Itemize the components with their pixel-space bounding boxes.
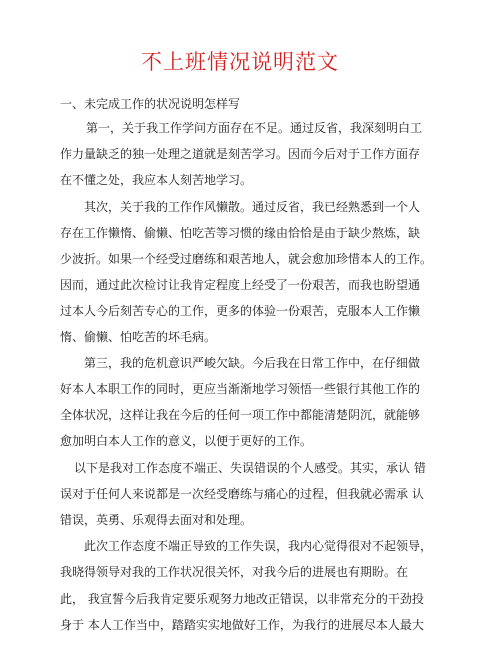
paragraph-line: 此次工作态度不端正导致的工作失误，我内心觉得很对不起领导， (84, 539, 433, 553)
paragraph-line: 全体状况，这样让我在今后的任何一项工作中都能清楚阴沉，就能够 (60, 408, 421, 422)
paragraph-line: 惰、偷懒、怕吃苦的坏毛病。 (60, 330, 217, 344)
document-title: 不上班情况说明范文 (141, 50, 339, 74)
paragraph-line: 愈加明白本人工作的意义，以便于更好的工作。 (60, 434, 313, 448)
paragraph-line: 身于 本人工作当中，踏踏实实地做好工作，为我行的进展尽本人最大 (60, 618, 424, 632)
paragraph-line: 我晓得领导对我的工作状况很关怀，对我今后的进展也有期盼。在 (60, 565, 409, 579)
paragraph-line: 错误，英勇、乐观得去面对和处理。 (60, 513, 253, 527)
paragraph-line: 此， 我宣誓今后我肯定要乐观努力地改正错误，以非常充分的干劲投 (60, 592, 424, 606)
paragraph-line: 误对于任何人来说都是一次经受磨练与痛心的过程，但我就必需承 认 (60, 487, 424, 501)
paragraph-line: 以下是我对工作态度不端正、失误错误的个人感受。其实，承认 错 (74, 461, 426, 475)
paragraph-line: 第三，我的危机意识严峻欠缺。今后我在日常工作中，在仔细做 (84, 356, 421, 370)
paragraph-line: 第一，关于我工作学问方面存在不足。通过反省，我深刻明白工 (86, 121, 423, 135)
paragraph-line: 作力量缺乏的独一处理之道就是刻苦学习。因而今后对于工作方面存 (60, 147, 421, 161)
paragraph-line: 存在工作懒惰、偷懒、怕吃苦等习惯的缘由恰恰是由于缺少熬炼，缺 (60, 226, 421, 240)
paragraph-line: 在不懂之处，我应本人刻苦地学习。 (60, 173, 253, 187)
paragraph-line: 其次，关于我的工作作风懒散。通过反省，我已经熟悉到一个人 (84, 200, 421, 214)
section-heading: 一、未完成工作的状况说明怎样写 (60, 97, 241, 111)
paragraph-line: 过本人今后刻苦专心的工作，更多的体验一份艰苦，克服本人工作懒 (60, 304, 421, 318)
paragraph-line: 好本人本职工作的同时，更应当渐渐地学习领悟一些银行其他工作的 (60, 382, 421, 396)
paragraph-line: 因而，通过此次检讨让我肯定程度上经受了一份艰苦，而我也盼望通 (60, 278, 421, 292)
paragraph-line: 少波折。如果一个经受过磨练和艰苦地人，就会愈加珍惜本人的工作。 (60, 252, 433, 266)
